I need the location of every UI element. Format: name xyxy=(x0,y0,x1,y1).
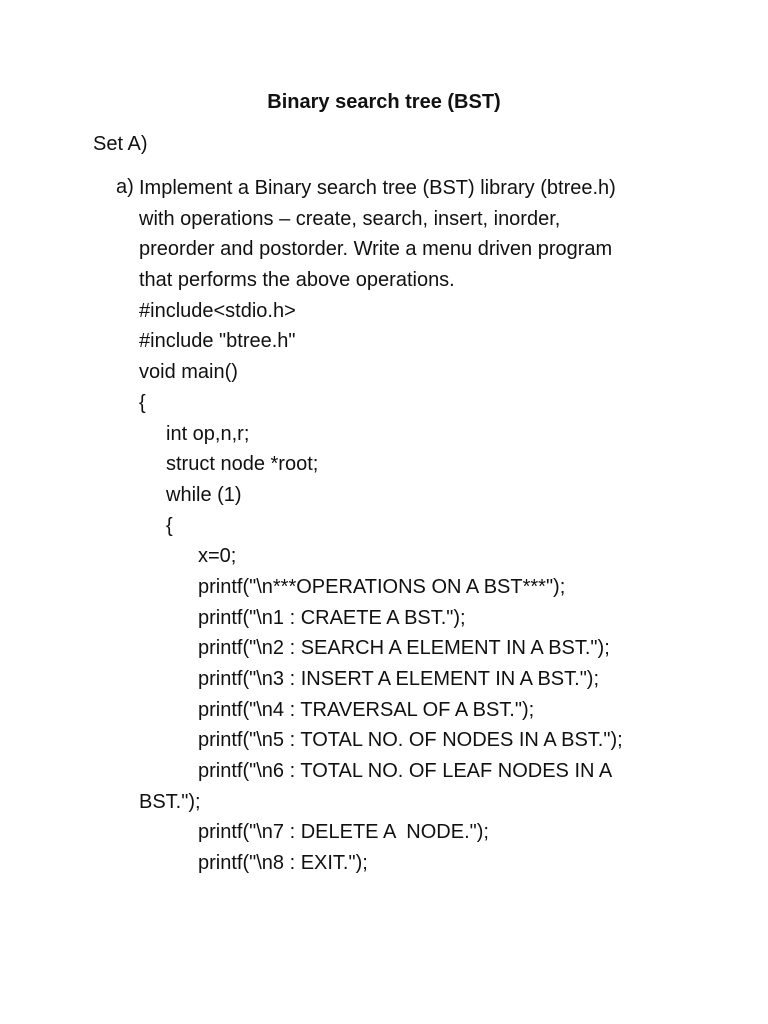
code-line: printf("\n2 : SEARCH A ELEMENT IN A BST."); xyxy=(198,637,610,660)
code-line: printf("\n***OPERATIONS ON A BST***"); xyxy=(198,575,566,598)
code-line: int op,n,r; xyxy=(166,422,250,445)
code-line: #include "btree.h" xyxy=(139,330,296,353)
code-line: x=0; xyxy=(198,545,237,568)
code-line: BST."); xyxy=(139,790,201,813)
code-line: printf("\n1 : CRAETE A BST."); xyxy=(198,606,466,629)
code-line: printf("\n5 : TOTAL NO. OF NODES IN A BST."); xyxy=(198,729,623,752)
description-line: that performs the above operations. xyxy=(139,269,455,292)
code-line: printf("\n6 : TOTAL NO. OF LEAF NODES IN A xyxy=(198,760,613,783)
code-line: while (1) xyxy=(166,483,242,506)
code-line: struct node *root; xyxy=(166,453,319,476)
question-body xyxy=(0,173,768,879)
description-line: with operations – create, search, insert, inorder, xyxy=(139,207,561,230)
code-line: { xyxy=(166,514,173,537)
set-label: Set A) xyxy=(93,133,148,155)
code-line: #include<stdio.h> xyxy=(139,299,296,322)
code-line: printf("\n4 : TRAVERSAL OF A BST."); xyxy=(198,698,535,721)
question-label: a) xyxy=(116,176,134,198)
description-line: preorder and postorder. Write a menu driven program xyxy=(139,238,613,261)
code-line: printf("\n7 : DELETE A NODE."); xyxy=(198,821,489,844)
description-line: Implement a Binary search tree (BST) library (btree.h) xyxy=(139,177,616,199)
page-title: Binary search tree (BST) xyxy=(267,91,501,113)
code-line: void main() xyxy=(139,361,238,384)
code-line: printf("\n3 : INSERT A ELEMENT IN A BST."); xyxy=(198,668,600,690)
code-line: { xyxy=(139,391,146,414)
code-line: printf("\n8 : EXIT."); xyxy=(198,852,368,875)
